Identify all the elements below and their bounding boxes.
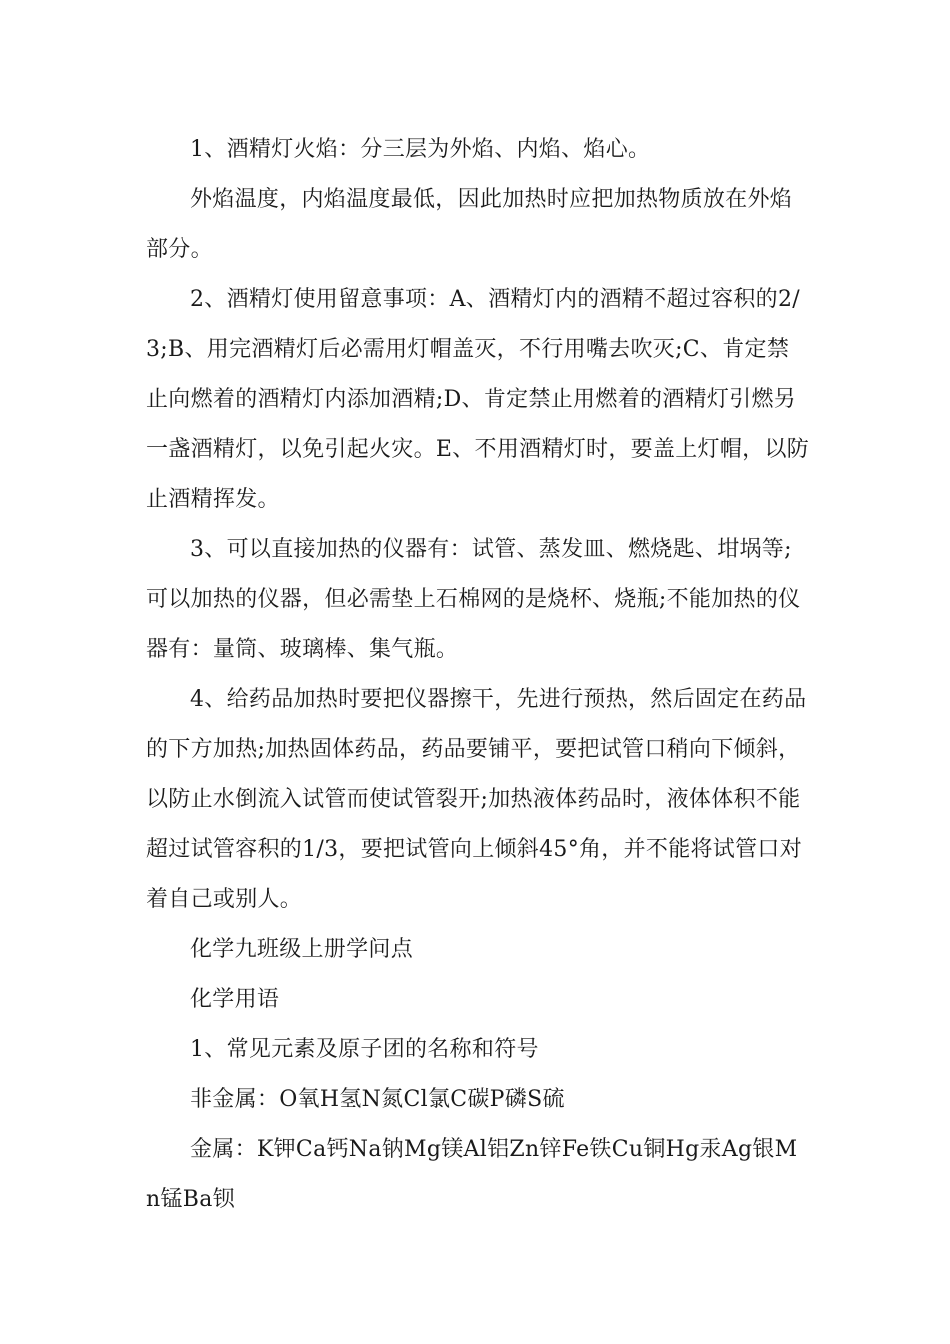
paragraph-heating-instruments: 3、可以直接加热的仪器有：试管、蒸发皿、燃烧匙、坩埚等;可以加热的仪器，但必需垫上石棉网的是烧杯、烧瓶;不能加热的仪器有：量筒、玻璃棒、集气瓶。 — [146, 537, 801, 662]
paragraph-heating-reagents: 4、给药品加热时要把仪器擦干，先进行预热，然后固定在药品的下方加热;加热固体药品，药品要铺平，要把试管口稍向下倾斜，以防止水倒流入试管而使试管裂开;加热液体药品时，液体体积不能超过试管容积的1/3，要把试管向上倾斜45°角，并不能将试管口对着自己或别人。 — [146, 687, 807, 912]
section-heading-chemical-terms: 化学用语 — [190, 987, 280, 1012]
paragraph-flame-temperature: 外焰温度，内焰温度最低，因此加热时应把加热物质放在外焰部分。 — [146, 187, 793, 262]
paragraph-nonmetals: 非金属：O氧H氢N氮Cl氯C碳P磷S硫 — [190, 1087, 565, 1112]
paragraph-elements-and-groups: 1、常见元素及原子团的名称和符号 — [190, 1037, 539, 1062]
paragraph-metals: 金属：K钾Ca钙Na钠Mg镁Al铝Zn锌Fe铁Cu铜Hg汞Ag银Mn锰Ba钡 — [146, 1137, 798, 1212]
paragraph-alcohol-lamp-precautions: 2、酒精灯使用留意事项：A、酒精灯内的酒精不超过容积的2/3;B、用完酒精灯后必需用灯帽盖灭，不行用嘴去吹灭;C、肯定禁止向燃着的酒精灯内添加酒精;D、肯定禁止用燃着的酒精灯引燃另一盏酒精灯，以免引起火灾。E、不用酒精灯时，要盖上灯帽，以防止酒精挥发。 — [146, 287, 810, 512]
paragraph-alcohol-lamp-flame: 1、酒精灯火焰：分三层为外焰、内焰、焰心。 — [190, 137, 651, 162]
section-heading-chemistry-grade9: 化学九班级上册学问点 — [190, 937, 414, 962]
